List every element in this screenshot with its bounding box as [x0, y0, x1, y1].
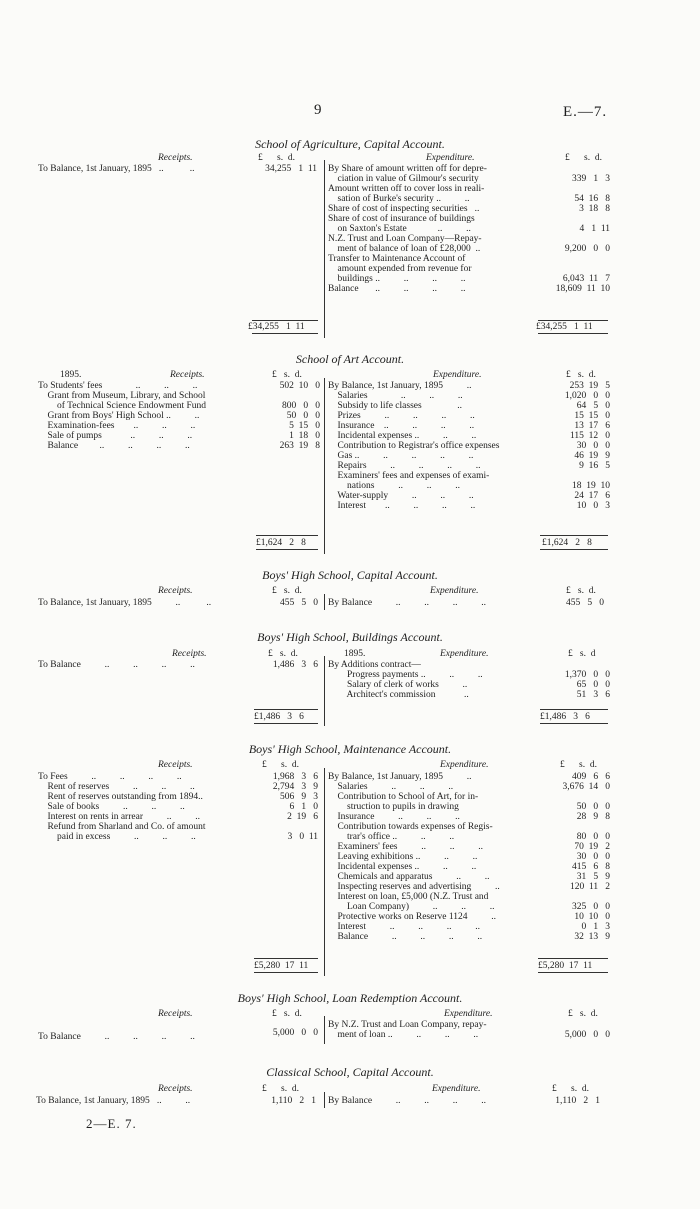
ledger-line: Prizes .. .. .. ..	[328, 411, 475, 421]
bhs-buildings-receipt-line: To Balance .. .. .. ..	[38, 660, 195, 670]
bhs-maintenance-expenditure-lines	[328, 772, 500, 942]
ledger-line: struction to pupils in drawing	[328, 802, 459, 812]
bhs-buildings-expenditure-year: 1895.	[344, 649, 366, 659]
ledger-amount	[280, 391, 320, 401]
agri-receipt-total: £34,255 1 11	[248, 322, 305, 332]
bhs-capital-expenditure-amount: 455 5 0	[566, 598, 604, 608]
bhs-capital-receipts-header: Receipts.	[158, 586, 193, 596]
ledger-amount: 70 19 2	[574, 842, 610, 852]
ledger-amount: 50 0 0	[286, 411, 320, 421]
classical-title: Classical School, Capital Account.	[266, 1065, 434, 1079]
ledger-amount: 30 0 0	[576, 441, 610, 451]
classical-divider	[324, 1092, 325, 1108]
ledger-line: Rent of reserves outstanding from 1894..	[38, 792, 203, 802]
classical-expenditure-units: £ s. d.	[552, 1084, 589, 1094]
ledger-line: Share of cost of inspecting securities ..	[328, 204, 480, 214]
ledger-line: Insurance .. .. .. ..	[328, 421, 475, 431]
classical-expenditure-header: Expenditure.	[432, 1084, 481, 1094]
art-receipts-year: 1895.	[60, 370, 82, 380]
art-expenditure-units: £ s. d.	[566, 370, 596, 380]
bhs-maintenance-expenditure-header: Expenditure.	[440, 760, 489, 770]
ledger-amount: 18 19 10	[572, 481, 610, 491]
ledger-line: Balance .. .. .. ..	[328, 932, 483, 942]
ledger-line: Incidental expenses .. .. ..	[328, 862, 477, 872]
bhs-capital-divider	[324, 594, 325, 610]
bhs-loan-receipts-header: Receipts.	[158, 1009, 193, 1019]
agri-expenditure-header: Expenditure.	[426, 153, 475, 163]
classical-receipts-header: Receipts.	[158, 1084, 193, 1094]
bhs-buildings-rule-3	[540, 709, 608, 710]
classical-receipt-amount: 1,110 2 1	[271, 1096, 316, 1106]
ledger-amount: 10 0 3	[576, 501, 610, 511]
ledger-line: Examination-fees .. .. ..	[38, 421, 196, 431]
agri-rule-3	[538, 320, 608, 321]
ledger-line: By Balance, 1st January, 1895 ..	[328, 772, 472, 782]
bhs-maintenance-receipt-amounts	[273, 772, 318, 842]
ledger-amount: 6 1 0	[289, 802, 318, 812]
ledger-amount: 1 18 0	[289, 431, 320, 441]
bhs-maintenance-expenditure-amounts	[563, 772, 611, 942]
bhs-buildings-expenditure-total: £1,486 3 6	[540, 712, 590, 722]
ledger-line: ment of loan .. .. .. ..	[328, 1030, 479, 1040]
ledger-line: Balance .. .. .. ..	[328, 284, 466, 294]
ledger-line: Chemicals and apparatus .. ..	[328, 872, 490, 882]
ledger-line: Contribution towards expenses of Regis-	[328, 822, 493, 832]
bhs-buildings-expenditure-units: £ s. d	[568, 649, 596, 659]
ledger-amount: 6,043 11 7	[562, 274, 610, 284]
ledger-amount: 46 19 9	[574, 451, 610, 461]
art-title: School of Art Account.	[295, 352, 405, 366]
agri-receipt-line: To Balance, 1st January, 1895 .. ..	[38, 164, 195, 174]
ledger-amount: 5 15 0	[289, 421, 320, 431]
ledger-line: Rent of reserves .. .. ..	[38, 782, 195, 792]
art-expenditure-total: £1,624 2 8	[542, 538, 592, 548]
bhs-loan-receipt-line: To Balance .. .. .. ..	[38, 1032, 195, 1042]
art-expenditure-amounts	[565, 381, 610, 511]
ledger-line: trar's office .. .. ..	[328, 832, 455, 842]
bhs-maintenance-expenditure-units: £ s. d.	[560, 760, 597, 770]
agri-title: School of Agriculture, Capital Account.	[255, 137, 445, 151]
ledger-amount: 15 15 0	[574, 411, 610, 421]
ledger-amount	[563, 822, 611, 832]
agri-rule-2	[252, 333, 318, 334]
bhs-capital-receipts-units: £ s. d.	[272, 586, 302, 596]
ledger-amount: 4 1 11	[579, 224, 610, 234]
ledger-line: To Fees .. .. .. ..	[38, 772, 182, 782]
bhs-loan-receipts-units: £ s. d.	[272, 1009, 302, 1019]
ledger-line: Loan Company) .. .. ..	[328, 902, 495, 912]
ledger-amount: 3 0 11	[287, 832, 318, 842]
ledger-line: Architect's commission ..	[328, 690, 469, 700]
bhs-loan-expenditure-amount: 5,000 0 0	[564, 1030, 610, 1040]
ledger-amount: 28 9 8	[576, 812, 610, 822]
art-rule	[256, 535, 318, 536]
ledger-line: By Balance, 1st January, 1895 ..	[328, 381, 472, 391]
ledger-line: Interest on loan, £5,000 (N.Z. Trust and	[328, 892, 489, 902]
ledger-line: Refund from Sharland and Co. of amount	[38, 822, 206, 832]
ledger-amount: 13 17 6	[574, 421, 610, 431]
classical-expenditure-line: By Balance .. .. .. ..	[328, 1096, 487, 1106]
bhs-loan-receipt-amount: 5,000 0 0	[272, 1028, 318, 1038]
ledger-amount: 65 0 0	[576, 680, 610, 690]
ledger-amount	[556, 214, 610, 224]
art-receipt-amounts	[280, 381, 320, 451]
ledger-line: Share of cost of insurance of buildings	[328, 214, 475, 224]
bhs-capital-title: Boys' High School, Capital Account.	[262, 568, 438, 582]
ledger-amount: 1,020 0 0	[564, 391, 610, 401]
ledger-amount: 115 12 0	[569, 431, 610, 441]
bhs-capital-receipt-line: To Balance, 1st January, 1895 .. ..	[38, 598, 212, 608]
art-rule-4	[540, 549, 608, 550]
ledger-amount	[556, 264, 610, 274]
ledger-line: Interest on rents in arrear .. ..	[38, 812, 200, 822]
bhs-maintenance-receipt-total: £5,280 17 11	[254, 961, 309, 971]
ledger-line: buildings .. .. .. ..	[328, 274, 466, 284]
ledger-line: Salary of clerk of works ..	[328, 680, 468, 690]
bhs-buildings-divider	[324, 656, 325, 726]
agri-receipt-amount: 34,255 1 11	[265, 164, 317, 174]
ledger-amount: 54 16 8	[574, 194, 610, 204]
bhs-maintenance-rule-2	[254, 972, 318, 973]
ledger-amount: 2 19 6	[287, 812, 318, 822]
bhs-maintenance-receipts-units: £ s. d.	[262, 760, 299, 770]
bhs-capital-expenditure-line: By Balance .. .. .. ..	[328, 598, 487, 608]
art-rule-2	[256, 549, 318, 550]
bhs-buildings-expenditure-header: Expenditure.	[440, 649, 489, 659]
ledger-amount	[273, 822, 318, 832]
ledger-amount: 1,370 0 0	[564, 670, 610, 680]
ledger-line: Progress payments .. .. ..	[328, 670, 483, 680]
ledger-line: Contribution to Registrar's office expenses	[328, 441, 500, 451]
bhs-maintenance-receipts-header: Receipts.	[158, 760, 193, 770]
ledger-line: Repairs .. .. .. ..	[328, 461, 481, 471]
ledger-line: of Technical Science Endowment Fund	[38, 401, 207, 411]
art-receipt-lines	[38, 381, 206, 451]
ledger-amount: 31 5 9	[576, 872, 610, 882]
ledger-amount: 800 0 0	[282, 401, 320, 411]
ledger-amount: 253 19 5	[569, 381, 610, 391]
ledger-amount	[556, 234, 610, 244]
ledger-amount: 24 17 6	[574, 491, 610, 501]
ledger-amount: 51 3 6	[576, 690, 610, 700]
ledger-line: Incidental expenses .. .. ..	[328, 431, 477, 441]
ledger-line: Subsidy to life classes ..	[328, 401, 463, 411]
bhs-capital-receipt-amount: 455 5 0	[280, 598, 318, 608]
bhs-buildings-expenditure-lines	[328, 660, 483, 700]
ledger-line: Amount written off to cover loss in reali-	[328, 184, 485, 194]
bhs-maintenance-rule-3	[538, 958, 608, 959]
bhs-buildings-receipts-header: Receipts.	[172, 649, 207, 659]
ledger-amount: 339 1 3	[572, 174, 610, 184]
ledger-line: Leaving exhibitions .. .. ..	[328, 852, 478, 862]
classical-receipt-line: To Balance, 1st January, 1895 .. ..	[36, 1096, 191, 1106]
ledger-amount: 9,200 0 0	[564, 244, 610, 254]
ledger-amount	[556, 164, 610, 174]
bhs-buildings-rule	[254, 709, 318, 710]
classical-receipts-units: £ s. d.	[262, 1084, 299, 1094]
ledger-line: Interest .. .. .. ..	[328, 922, 480, 932]
page-number: 9	[314, 102, 322, 118]
ledger-amount: 3 18 8	[579, 204, 610, 214]
ledger-amount: 80 0 0	[576, 832, 610, 842]
agri-expenditure-total: £34,255 1 11	[536, 322, 593, 332]
ledger-line: Sale of pumps .. .. ..	[38, 431, 193, 441]
ledger-amount	[565, 660, 610, 670]
bhs-buildings-receipts-units: £ s. d.	[268, 649, 298, 659]
bhs-buildings-receipt-total: £1,486 3 6	[254, 712, 304, 722]
ledger-amount: 64 5 0	[576, 401, 610, 411]
ledger-line: Examiners' fees .. .. ..	[328, 842, 484, 852]
ledger-line: Examiners' fees and expenses of exami-	[328, 471, 490, 481]
ledger-line: Transfer to Maintenance Account of	[328, 254, 466, 264]
ledger-line: Inspecting reserves and advertising ..	[328, 882, 500, 892]
ledger-amount: 415 6 8	[572, 862, 610, 872]
agri-expenditure-units: £ s. d.	[565, 153, 602, 163]
agri-receipts-header: Receipts.	[158, 153, 193, 163]
ledger-line: ment of balance of loan of £28,000 ..	[328, 244, 481, 254]
ledger-line: Gas .. .. .. .. ..	[328, 451, 474, 461]
ledger-line: Protective works on Reserve 1124 ..	[328, 912, 496, 922]
bhs-capital-expenditure-header: Expenditure.	[430, 586, 479, 596]
ledger-amount: 502 10 0	[279, 381, 320, 391]
ledger-amount	[556, 184, 610, 194]
ledger-line: N.Z. Trust and Loan Company—Repay-	[328, 234, 482, 244]
ledger-amount: 263 19 8	[279, 441, 320, 451]
bhs-maintenance-receipt-lines	[38, 772, 206, 842]
ledger-amount: 3,676 14 0	[562, 782, 610, 792]
agri-expenditure-lines	[328, 164, 487, 294]
ledger-amount	[563, 892, 611, 902]
page-reference: E.—7.	[563, 104, 608, 120]
ledger-line: sation of Burke's security .. ..	[328, 194, 470, 204]
agri-rule-4	[538, 333, 608, 334]
ledger-line: Grant from Boys' High School .. ..	[38, 411, 200, 421]
bhs-buildings-rule-4	[540, 723, 608, 724]
bhs-loan-title: Boys' High School, Loan Redemption Account.	[237, 991, 463, 1005]
ledger-amount: 506 9 3	[280, 792, 318, 802]
agri-divider	[324, 160, 325, 338]
art-divider	[324, 378, 325, 554]
classical-expenditure-amount: 1,110 2 1	[555, 1096, 600, 1106]
ledger-line: nations .. .. ..	[328, 481, 460, 491]
ledger-amount	[565, 471, 610, 481]
bhs-capital-expenditure-units: £ s. d.	[566, 586, 596, 596]
ledger-amount: 0 1 3	[581, 922, 610, 932]
art-receipt-total: £1,624 2 8	[256, 538, 306, 548]
ledger-line: By N.Z. Trust and Loan Company, repay-	[328, 1020, 487, 1030]
ledger-amount	[556, 254, 610, 264]
ledger-line: By Additions contract—	[328, 660, 421, 670]
ledger-line: Water-supply .. .. ..	[328, 491, 474, 501]
ledger-amount: 18,609 11 10	[555, 284, 610, 294]
ledger-line: amount expended from revenue for	[328, 264, 472, 274]
bhs-maintenance-rule	[254, 958, 318, 959]
ledger-amount: 9 16 5	[579, 461, 610, 471]
bhs-loan-expenditure-header: Expenditure.	[444, 1009, 493, 1019]
bhs-maintenance-divider	[324, 768, 325, 976]
ledger-line: ciation in value of Gilmour's security	[328, 174, 479, 184]
art-expenditure-header: Expenditure.	[433, 370, 482, 380]
ledger-amount: 409 6 6	[572, 772, 610, 782]
bhs-buildings-expenditure-amounts	[565, 660, 610, 700]
ledger-amount: 2,794 3 9	[272, 782, 318, 792]
ledger-amount: 120 11 2	[569, 882, 610, 892]
ledger-amount: 50 0 0	[576, 802, 610, 812]
agri-expenditure-amounts	[556, 164, 610, 294]
bhs-maintenance-rule-4	[538, 972, 608, 973]
ledger-amount: 30 0 0	[576, 852, 610, 862]
bhs-loan-divider	[324, 1016, 325, 1044]
art-receipts-header: Receipts.	[170, 370, 205, 380]
agri-rule	[252, 320, 318, 321]
ledger-line: Salaries .. .. ..	[328, 782, 454, 792]
bhs-maintenance-title: Boys' High School, Maintenance Account.	[248, 742, 452, 756]
agri-receipts-units: £ s. d.	[258, 153, 295, 163]
bhs-loan-expenditure-units: £ s. d.	[568, 1009, 598, 1019]
ledger-line: To Students' fees .. .. ..	[38, 381, 198, 391]
ledger-line: Insurance .. .. ..	[328, 812, 460, 822]
bhs-loan-expenditure-lines	[328, 1020, 487, 1040]
art-receipts-units: £ s. d.	[272, 370, 302, 380]
bhs-buildings-rule-2	[254, 723, 318, 724]
ledger-line: Sale of books .. .. ..	[38, 802, 185, 812]
ledger-line: Balance .. .. .. ..	[38, 441, 190, 451]
ledger-line: By Share of amount written off for depre-	[328, 164, 487, 174]
ledger-line: paid in excess .. .. ..	[38, 832, 196, 842]
bhs-maintenance-expenditure-total: £5,280 17 11	[538, 961, 593, 971]
ledger-line: Salaries .. .. ..	[328, 391, 463, 401]
ledger-amount: 1,968 3 6	[272, 772, 318, 782]
ledger-amount: 325 0 0	[572, 902, 610, 912]
bhs-buildings-receipt-amount: 1,486 3 6	[272, 660, 318, 670]
art-expenditure-lines	[328, 381, 499, 511]
footer-signature: 2—E. 7.	[86, 1116, 137, 1131]
ledger-line: Grant from Museum, Library, and School	[38, 391, 206, 401]
ledger-amount: 10 10 0	[574, 912, 610, 922]
ledger-amount: 32 13 9	[574, 932, 610, 942]
bhs-buildings-title: Boys' High School, Buildings Account.	[257, 630, 443, 644]
ledger-amount	[563, 792, 611, 802]
art-rule-3	[540, 535, 608, 536]
ledger-line: Contribution to School of Art, for in-	[328, 792, 479, 802]
ledger-line: on Saxton's Estate .. ..	[328, 224, 471, 234]
ledger-line: Interest .. .. .. ..	[328, 501, 476, 511]
